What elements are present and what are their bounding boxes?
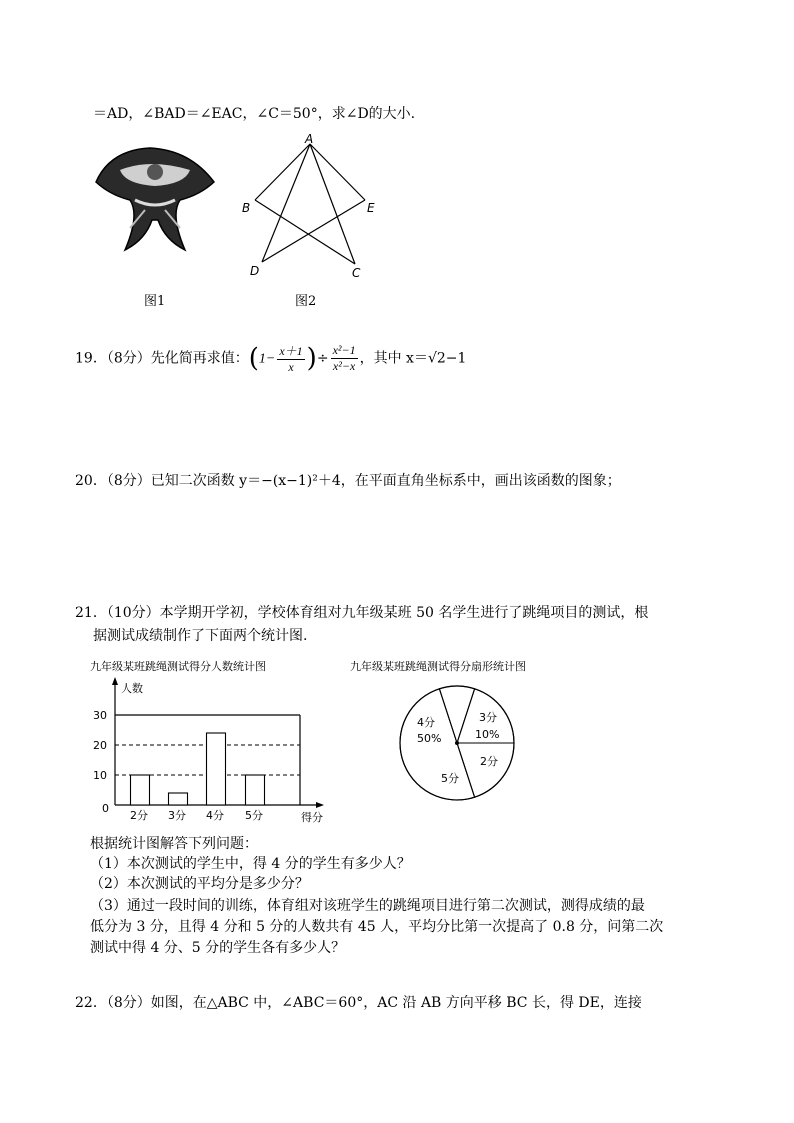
pie-chart: [395, 682, 520, 807]
x-tick-label: 4分: [206, 809, 224, 822]
bar-chart: [85, 675, 335, 825]
point-a-label: A: [305, 132, 314, 146]
q21-line1: 21．（10分）本学期开学初，学校体育组对九年级某班 50 名学生进行了跳绳项目的测试，根: [75, 605, 649, 621]
pie-chart-title: 九年级某班跳绳测试得分扇形统计图: [350, 660, 526, 673]
x-axis-label: 得分: [301, 811, 323, 824]
q20-text: 20．（8分）已知二次函数 y＝−(x−1)²＋4，在平面直角坐标系中，画出该函数的图象；: [75, 473, 621, 489]
q19-cond: ，其中 x＝√2−1: [359, 350, 467, 367]
pie-slice-label: 2分: [480, 755, 498, 768]
q19-frac2: [331, 343, 358, 374]
geometry-figure: [240, 132, 390, 282]
y-tick-label: 30: [93, 709, 107, 722]
point-b-label: B: [242, 201, 251, 215]
x-axis-arrow: [316, 802, 324, 808]
y-axis-label: 人数: [121, 682, 143, 695]
bar: [169, 793, 188, 805]
q19-frac1: [277, 342, 304, 375]
y-tick-label: 0: [102, 802, 109, 815]
q21-line2: 据测试成绩制作了下面两个统计图.: [93, 628, 308, 644]
q19-frac2-den: x²−x: [332, 359, 356, 373]
right-paren: ): [306, 343, 317, 374]
kite-image: [90, 140, 220, 265]
q18-text-line: ＝AD，∠BAD＝∠EAC，∠C＝50°，求∠D的大小.: [93, 106, 416, 122]
point-c-label: C: [352, 266, 361, 280]
y-tick-label: 20: [93, 739, 107, 752]
x-tick-label: 5分: [245, 809, 263, 822]
left-paren: (: [248, 343, 259, 374]
y-tick-label: 10: [93, 769, 107, 782]
x-tick-label: 3分: [168, 809, 186, 822]
q19-div: ÷: [316, 350, 329, 367]
bar: [131, 775, 150, 805]
pie-slice-label: 3分: [479, 711, 497, 724]
pie-center-dot: [455, 741, 459, 745]
x-tick-label: 2分: [130, 809, 148, 822]
q21-sub-intro: 根据统计图解答下列问题：: [90, 836, 258, 852]
pie-slice-label: 5分: [441, 772, 459, 785]
q21-sub3-l2: 低分为 3 分，且得 4 分和 5 分的人数共有 45 人，平均分比第一次提高了 0.8 分，问第二次: [90, 919, 664, 935]
pie-slice-percent: 10%: [475, 728, 500, 741]
bar: [207, 733, 226, 805]
q19-one-minus: 1−: [258, 351, 276, 367]
pie-slice-percent: 50%: [417, 732, 442, 745]
q19-frac1-den: x: [288, 360, 294, 374]
point-e-label: E: [367, 201, 375, 215]
q21-sub2: （2）本次测试的平均分是多少分？: [90, 876, 309, 892]
y-axis-arrow: [112, 677, 118, 685]
q21-sub1: （1）本次测试的学生中，得 4 分的学生有多少人？: [90, 856, 411, 872]
q22-text: 22．（8分）如图，在△ABC 中，∠ABC＝60°，AC 沿 AB 方向平移 BC 长，得 DE，连接: [75, 995, 642, 1011]
q19-frac1-num: x＋1: [279, 344, 303, 358]
bar-chart-title: 九年级某班跳绳测试得分人数统计图: [90, 660, 266, 673]
q21-sub3-l1: （3）通过一段时间的训练，体育组对该班学生的跳绳项目进行第二次测试，测得成绩的最: [90, 898, 645, 914]
point-d-label: D: [250, 264, 260, 278]
q21-sub3-l3: 测试中得 4 分、5 分的学生各有多少人？: [90, 940, 346, 956]
fig1-label: 图1: [144, 294, 166, 309]
pie-slice-label: 4分: [417, 716, 435, 729]
q19-prefix: 19．（8分）先化简再求值：: [75, 350, 249, 367]
bar: [246, 775, 265, 805]
fig2-label: 图2: [295, 294, 317, 309]
q19-frac2-num: x²−1: [332, 343, 356, 357]
q19-line: [75, 342, 466, 375]
